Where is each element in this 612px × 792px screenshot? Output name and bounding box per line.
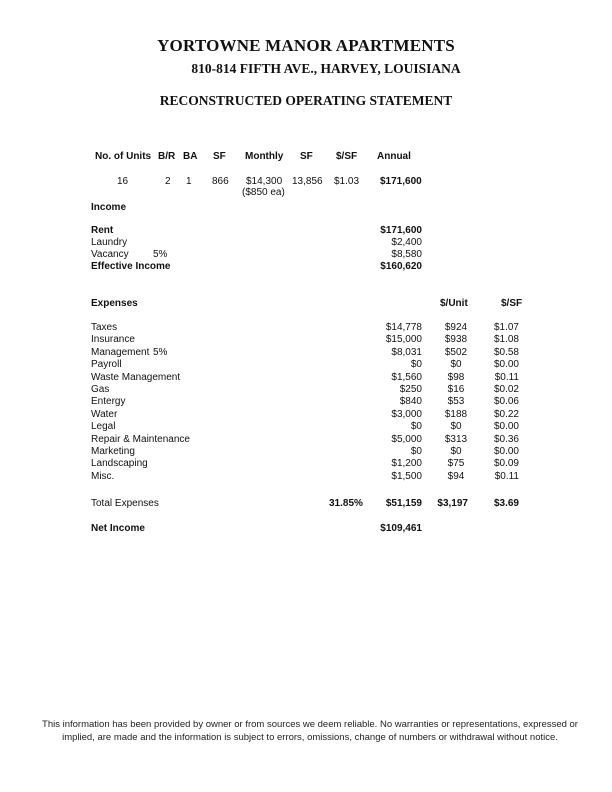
- income-row-effective: [0, 261, 612, 273]
- expense-label: Misc.: [91, 470, 115, 482]
- expense-amount: $1,500: [391, 470, 422, 482]
- total-per-sf: $3.69: [493, 498, 519, 509]
- expense-per-sf: $0.58: [493, 346, 519, 358]
- net-income-row: [0, 523, 612, 535]
- col-sf: SF: [213, 151, 226, 162]
- net-income-amount: $109,461: [380, 523, 422, 534]
- col-per-unit: $/Unit: [440, 298, 468, 309]
- expense-per-unit: $0: [450, 446, 462, 457]
- col-units: No. of Units: [95, 151, 152, 162]
- expense-amount: $0: [410, 421, 422, 433]
- expense-per-sf: $0.00: [493, 359, 519, 371]
- expense-label: Gas: [91, 384, 110, 395]
- expense-amount: $0: [410, 446, 422, 457]
- monthly-value: $14,300: [246, 176, 283, 187]
- expense-per-sf: $0.11: [494, 470, 519, 482]
- per-sf-value: $1.03: [334, 176, 360, 187]
- expense-amount: $250: [399, 384, 422, 395]
- income-amount: $2,400: [391, 237, 422, 248]
- ba-value: 1: [186, 176, 192, 187]
- expense-amount: $1,200: [391, 458, 422, 470]
- income-pct: 5%: [153, 249, 168, 260]
- expenses-header: [0, 298, 612, 310]
- col-monthly: Monthly: [245, 151, 284, 162]
- expense-per-sf: $0.09: [493, 458, 519, 470]
- expense-label: Marketing: [91, 446, 135, 457]
- expense-label: Legal: [91, 421, 116, 433]
- total-expenses-row: [0, 498, 612, 510]
- expense-row: [0, 409, 612, 421]
- expense-per-unit: $53: [447, 396, 465, 408]
- expense-label: Payroll: [91, 359, 122, 371]
- units-value: 16: [117, 176, 129, 187]
- expense-row: [0, 372, 612, 384]
- expense-amount: $15,000: [385, 334, 422, 346]
- property-title: YORTOWNE MANOR APARTMENTS: [157, 36, 455, 55]
- expense-per-unit: $0: [450, 421, 462, 433]
- col-total-sf: SF: [300, 151, 313, 162]
- col-per-sf-exp: $/SF: [501, 298, 523, 309]
- col-br: B/R: [158, 151, 176, 162]
- sf-value: 866: [212, 176, 229, 187]
- annual-value: $171,600: [380, 176, 422, 187]
- expense-per-unit: $502: [444, 346, 468, 358]
- br-value: 2: [165, 176, 171, 187]
- expense-per-sf: $0.22: [493, 408, 519, 420]
- expense-per-unit: $16: [447, 384, 465, 395]
- expense-label: Insurance: [91, 334, 135, 346]
- expense-amount: $14,778: [385, 322, 422, 333]
- income-label: Rent: [91, 225, 114, 236]
- income-row-laundry: [0, 237, 612, 249]
- expense-amount: $5,000: [391, 433, 422, 445]
- expense-label: Waste Management: [91, 371, 181, 383]
- expense-row: [0, 396, 612, 408]
- expense-amount: $8,031: [391, 346, 422, 358]
- expense-label: Management: [91, 346, 150, 358]
- expense-per-unit: $94: [447, 470, 465, 482]
- expense-row: [0, 384, 612, 396]
- expense-row: [0, 434, 612, 446]
- income-amount: $160,620: [380, 261, 422, 272]
- expense-per-sf: $1.08: [493, 334, 519, 346]
- expense-row: [0, 458, 612, 470]
- income-amount: $171,600: [380, 225, 422, 236]
- income-row-rent: [0, 225, 612, 237]
- expense-per-unit: $313: [444, 433, 468, 445]
- income-heading: Income: [91, 202, 127, 213]
- expense-amount: $840: [399, 396, 422, 408]
- expense-label: Landscaping: [91, 458, 148, 470]
- expense-per-sf: $0.02: [493, 384, 519, 395]
- expense-label: Repair & Maintenance: [91, 433, 190, 445]
- expense-row: [0, 471, 612, 483]
- total-per-unit: $3,197: [437, 498, 468, 509]
- expense-per-unit: $75: [447, 458, 465, 470]
- expenses-heading: Expenses: [91, 298, 138, 309]
- expense-row: [0, 446, 612, 458]
- expense-amount: $3,000: [391, 408, 422, 420]
- expense-ratio: 31.85%: [329, 498, 363, 509]
- income-amount: $8,580: [391, 249, 422, 260]
- income-label: Vacancy: [91, 249, 129, 260]
- income-row-vacancy: [0, 249, 612, 261]
- income-label: Effective Income: [91, 261, 171, 272]
- col-ba: BA: [183, 151, 198, 162]
- expense-pct: 5%: [153, 346, 168, 358]
- income-label: Laundry: [91, 237, 128, 248]
- expense-row: [0, 421, 612, 433]
- property-address: 810-814 FIFTH AVE., HARVEY, LOUISIANA: [191, 61, 461, 76]
- expense-per-sf: $0.11: [494, 371, 519, 383]
- statement-title: RECONSTRUCTED OPERATING STATEMENT: [159, 93, 453, 108]
- expense-row: [0, 347, 612, 359]
- expense-per-sf: $0.00: [493, 446, 519, 457]
- expense-per-unit: $0: [450, 359, 462, 371]
- expense-per-unit: $188: [444, 408, 468, 420]
- expense-per-unit: $938: [444, 334, 468, 346]
- total-expenses-label: Total Expenses: [91, 498, 159, 509]
- net-income-label: Net Income: [91, 523, 145, 534]
- disclaimer: This information has been provided by owner or from sources we deem reliable. No warranties or representations, expressed or implied, are made and the information is subject to errors, omissions, change of numbers or withdrawal without notice.: [42, 719, 578, 743]
- expense-per-unit: $924: [444, 322, 468, 333]
- expense-per-unit: $98: [447, 371, 465, 383]
- col-per-sf: $/SF: [336, 151, 358, 162]
- expense-per-sf: $1.07: [493, 322, 519, 333]
- expense-per-sf: $0.06: [493, 396, 519, 408]
- expense-amount: $1,560: [391, 371, 422, 383]
- total-sf-value: 13,856: [292, 176, 323, 187]
- total-expenses-amount: $51,159: [385, 498, 422, 509]
- expense-label: Entergy: [91, 396, 126, 408]
- col-annual: Annual: [377, 151, 411, 162]
- expense-label: Taxes: [91, 322, 118, 333]
- expense-per-sf: $0.00: [493, 421, 519, 433]
- expense-row: [0, 359, 612, 371]
- expense-per-sf: $0.36: [493, 433, 519, 445]
- expense-label: Water: [91, 408, 118, 420]
- expense-row: [0, 334, 612, 346]
- expense-amount: $0: [410, 359, 422, 371]
- expense-row: [0, 322, 612, 334]
- monthly-per-unit-note: ($850 ea): [242, 187, 285, 198]
